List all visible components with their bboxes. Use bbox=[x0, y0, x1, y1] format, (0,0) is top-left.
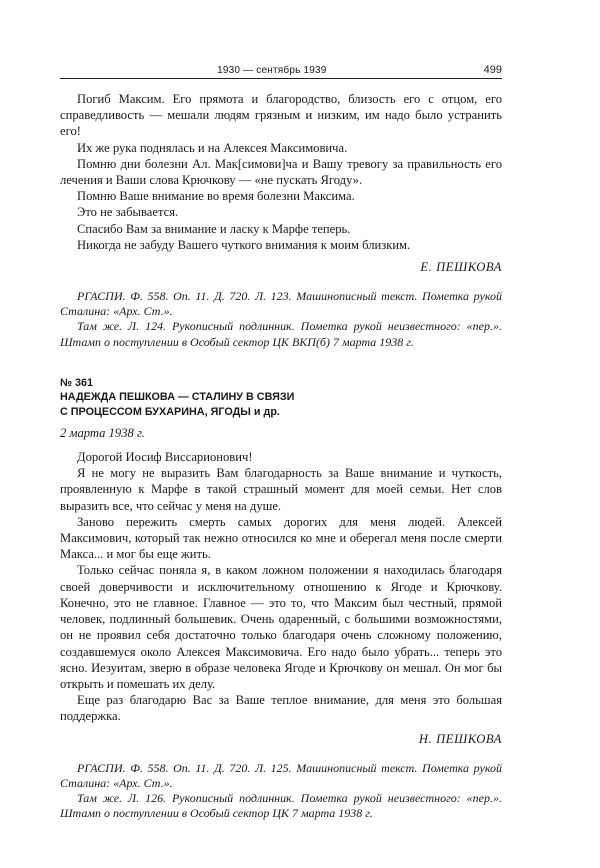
page-header bbox=[60, 60, 502, 79]
signature: Н. ПЕШКОВА bbox=[418, 731, 502, 746]
document-number: № 361 bbox=[60, 376, 94, 389]
document-361 bbox=[60, 376, 502, 821]
paragraph: Заново пережить смерть самых дорогих для меня людей. Алексей Максимович, который так нежно относился ко мне и оберегал меня после смерти Макса... и мог бы еще жить. bbox=[60, 514, 502, 562]
document-date: 2 марта 1938 г. bbox=[60, 426, 145, 441]
letter-body bbox=[60, 465, 502, 724]
book-page bbox=[60, 60, 502, 821]
paragraph: Еще раз благодарю Вас за Ваше теплое внимание, для меня это большая поддержка. bbox=[60, 693, 502, 724]
paragraph: Никогда не забуду Вашего чуткого внимания к моим близким. bbox=[77, 237, 411, 252]
letter-continuation bbox=[60, 91, 502, 350]
paragraph: Только сейчас поняла я, в каком ложном положении я находилась благодаря своей доверчивости и исключительному отношению к Ягоде и Крючкову. Конечно, это не главное. Главное — это то, что Максим был честный, прямой человек, подлинный большевик. Очень одаренный, с большими возможностями, он не проявил себя достаточно только благодаря очень сложному положению, создавшемуся около Алексея Максимовича. Его надо было убрать... теперь это ясно. Иезуитам, зверю в образе человека Ягоде и Крючкову он мешал. Он мог бы открыть и помешать их делу. bbox=[60, 563, 502, 691]
archive-line: Там же. Л. 124. Рукописный подлинник. Пометка рукой неизвестного: «пер.». Штамп о поступлении в Особый сектор ЦК ВКП(б) 7 марта 1938 г. bbox=[60, 319, 502, 349]
signature: Е. ПЕШКОВА bbox=[420, 260, 502, 275]
paragraph: Я не могу не выразить Вам благодарность за Ваше внимание и чуткость, проявленную к Марфе в такой страшный момент для моей семьи. Нет слов выразить все, что сейчас у меня на душе. bbox=[60, 466, 502, 513]
archive-line: РГАСПИ. Ф. 558. Оп. 11. Д. 720. Л. 123. Машинописный текст. Пометка рукой Сталина: «Арх. Ст.». bbox=[60, 289, 502, 319]
paragraph: Их же рука поднялась и на Алексея Максимовича. bbox=[77, 140, 348, 155]
greeting: Дорогой Иосиф Виссарионович! bbox=[77, 450, 253, 465]
archive-line: РГАСПИ. Ф. 558. Оп. 11. Д. 720. Л. 125. Машинописный текст. Пометка рукой Сталина: «Арх. Ст.». bbox=[60, 760, 502, 790]
document-title-line: НАДЕЖДА ПЕШКОВА — СТАЛИНУ В СВЯЗИ bbox=[60, 391, 295, 404]
paragraph: Это не забывается. bbox=[77, 205, 179, 220]
paragraph: Спасибо Вам за внимание и ласку к Марфе теперь. bbox=[77, 221, 351, 236]
archive-note bbox=[60, 289, 502, 350]
paragraph: Помню Ваше внимание во время болезни Максима. bbox=[77, 189, 355, 204]
letter-body bbox=[60, 91, 502, 253]
running-head: 1930 — сентябрь 1939 bbox=[217, 65, 327, 76]
page-number: 499 bbox=[483, 64, 502, 76]
paragraph: Помню дни болезни Ал. Мак[симови]ча и Вашу тревогу за правильность его лечения и Ваши слова Крючкову — «не пускать Ягоду». bbox=[60, 156, 502, 188]
archive-note bbox=[60, 761, 502, 822]
document-title-line: С ПРОЦЕССОМ БУХАРИНА, ЯГОДЫ и др. bbox=[60, 405, 280, 418]
paragraph: Погиб Максим. Его прямота и благородство, близость его с отцом, его справедливость — мешали людям грязным и низким, им надо было устранить его! bbox=[60, 92, 502, 139]
archive-line: Там же. Л. 126. Рукописный подлинник. Пометка рукой неизвестного: «пер.». Штамп о поступлении в Особый сектор ЦК 7 марта 1938 г. bbox=[60, 790, 502, 821]
